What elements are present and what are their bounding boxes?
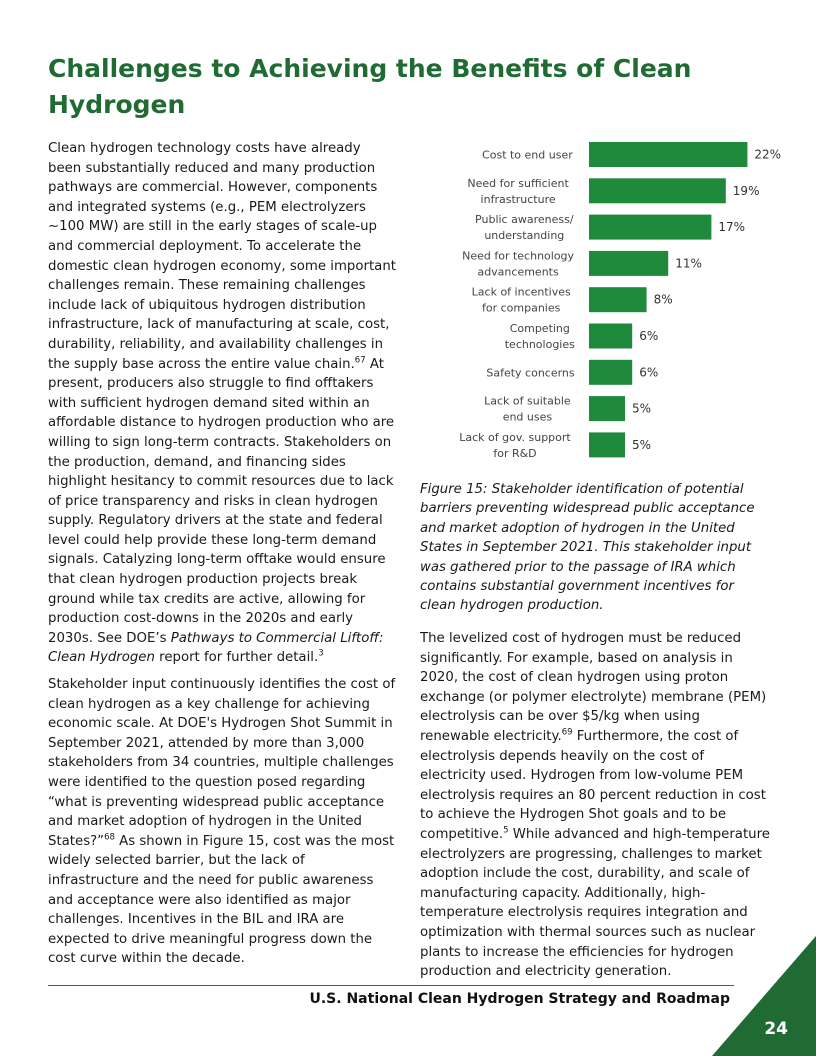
chart-category-label: Public awareness/ understanding bbox=[475, 213, 574, 243]
chart-bar bbox=[589, 287, 647, 312]
page-number: 24 bbox=[764, 1019, 788, 1039]
figure-caption: Figure 15: Stakeholder identification of potential barriers preventing widespread public acceptance and market adoption of hydrogen in the United States in September 2021. This stakeholder input was gathered prior to the passage of IRA which contains substantial government incentives for clean hydrogen production. bbox=[420, 482, 755, 614]
chart-category-label: Safety concerns bbox=[486, 366, 575, 380]
left-paragraph-1: Clean hydrogen technology costs have already been substantially reduced and many production pathways are commercial. However, components and integrated systems (e.g., PEM electrolyzers ~100 MW) are still in the early stages of scale-up and commercial deployment. To accelerate the domestic clean hydrogen economy, some important challenges remain. These remaining challenges include lack of ubiquitous hydrogen distribution infrastructure, lack of manufacturing at scale, cost, durability, reliability, and availability challenges in the supply base across the entire value chain.$^{67}$ At present, producers also struggle to find offtakers with sufficient hydrogen demand sited within an affordable distance to hydrogen production who are willing to sign long-term contracts. Stakeholders on the production, demand, and financing sides highlight hesitancy to commit resources due to lack of price transparency and risks in clean hydrogen supply. Regulatory drivers at the state and federal level could help provide these long-term demand signals. Catalyzing long-term offtake would ensure that clean hydrogen production projects break ground while tax credits are active, allowing for production cost-downs in the 2020s and early 2030s. See DOE’s Pathways to Commercial Liftoff: Clean Hydrogen report for further detail.$^3$ bbox=[48, 141, 396, 666]
chart-bar bbox=[589, 324, 632, 349]
chart-value-label: 5% bbox=[632, 401, 652, 416]
chart-value-label: 22% bbox=[754, 147, 782, 162]
left-paragraph-2: Stakeholder input continuously identifies the cost of clean hydrogen as a key challenge for achieving economic scale. At DOE's Hydrogen Shot Summit in September 2021, attended by more than 3,000 stakeholders from 34 countries, multiple challenges were identified to the question posed regarding “what is preventing widespread public acceptance and market adoption of hydrogen in the United States?”$^{68}$ As shown in Figure 15, cost was the most widely selected barrier, but the lack of infrastructure and the need for public awareness and acceptance were also identified as major challenges. Incentives in the BIL and IRA are expected to drive meaningful progress down the cost curve within the decade. bbox=[48, 677, 396, 967]
footnote-ref[interactable]: 5 bbox=[503, 825, 509, 836]
chart-value-label: 19% bbox=[732, 183, 760, 198]
chart-category-label: Lack of suitable end uses bbox=[484, 394, 571, 424]
footer-title: U.S. National Clean Hydrogen Strategy and Roadmap bbox=[309, 991, 730, 1007]
right-paragraph-1: The levelized cost of hydrogen must be reduced significantly. For example, based on analysis in 2020, the cost of clean hydrogen using proton exchange (or polymer electrolyte) membrane (PEM) electrolysis can be over $5/kg when using renewable electricity.$^{69}$ Furthermore, the cost of electrolysis depends heavily on the cost of electricity used. Hydrogen from low-volume PEM electrolysis requires an 80 percent reduction in cost to achieve the Hydrogen Shot goals and to be competitive.$^5$ While advanced and high-temperature electrolyzers are progressing, challenges to market adoption include the cost, durability, and scale of manufacturing capacity. Additionally, high-temperature electrolysis requires integration and optimization with thermal sources such as nuclear plants to increase the efficiencies for hydrogen production and electricity generation. bbox=[420, 631, 770, 980]
chart-bar bbox=[589, 360, 632, 385]
footnote-ref[interactable]: 3 bbox=[318, 649, 324, 660]
chart-bar bbox=[589, 432, 625, 457]
footnote-ref[interactable]: 68 bbox=[104, 832, 115, 843]
chart-bar bbox=[589, 142, 747, 167]
chart-value-label: 17% bbox=[718, 220, 746, 235]
chart-category-label: Lack of gov. support for R&D bbox=[459, 430, 571, 460]
right-column bbox=[420, 629, 770, 989]
chart-category-label: Need for sufficient infrastructure bbox=[467, 176, 569, 206]
page-heading: Challenges to Achieving the Benefits of Clean Hydrogen bbox=[48, 54, 692, 119]
footnote-ref[interactable]: 67 bbox=[354, 355, 366, 366]
chart-bar bbox=[589, 396, 625, 421]
chart-category-label: Lack of incentives for companies bbox=[471, 285, 571, 315]
barriers-bar-chart bbox=[440, 136, 780, 466]
footnote-ref[interactable]: 69 bbox=[561, 727, 573, 738]
chart-value-label: 11% bbox=[675, 256, 702, 271]
chart-bar bbox=[589, 178, 726, 203]
chart-value-label: 8% bbox=[653, 292, 673, 307]
chart-category-label: Competing technologies bbox=[504, 322, 575, 351]
report-title: Pathways to Commercial Liftoff: Clean Hydrogen bbox=[48, 630, 384, 666]
left-column bbox=[48, 139, 398, 976]
chart-value-label: 6% bbox=[639, 329, 659, 343]
chart-value-label: 5% bbox=[632, 437, 652, 452]
chart-bar bbox=[589, 215, 711, 240]
chart-category-label: Need for technology advancements bbox=[462, 249, 575, 279]
footer-divider bbox=[48, 985, 734, 986]
chart-value-label: 6% bbox=[639, 365, 659, 380]
chart-bar bbox=[589, 251, 668, 276]
chart-category-label: Cost to end user bbox=[482, 148, 573, 162]
